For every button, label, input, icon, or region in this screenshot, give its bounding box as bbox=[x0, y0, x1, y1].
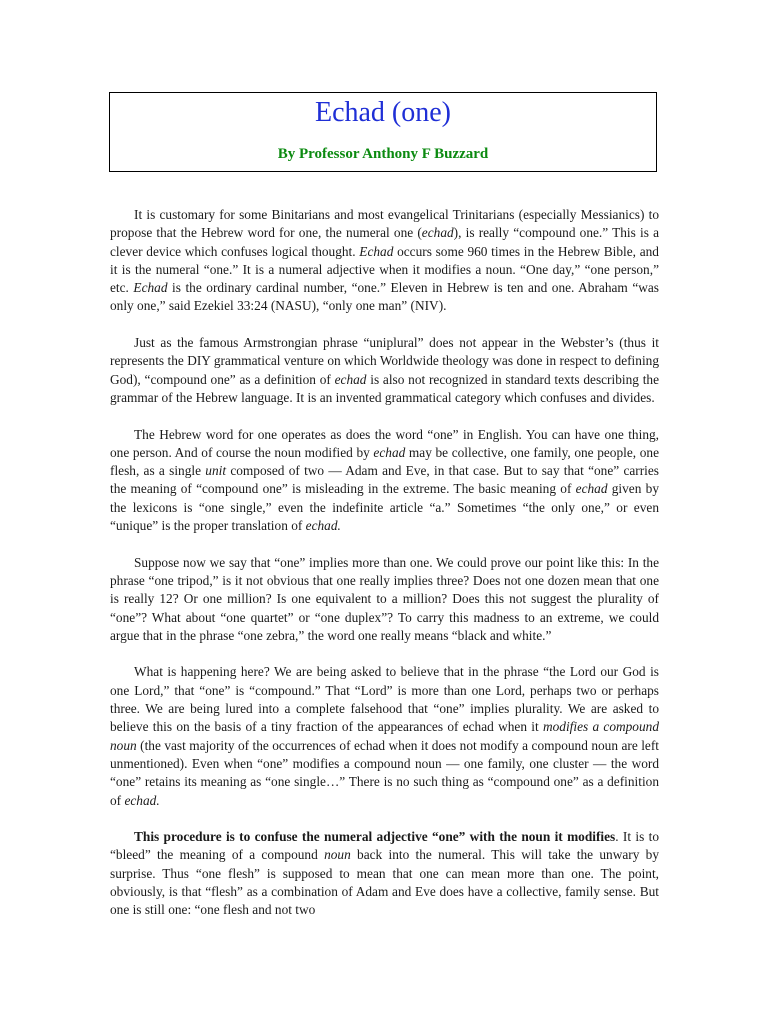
italic-text: echad. bbox=[305, 518, 341, 534]
paragraph-6 bbox=[110, 828, 659, 919]
text-run: (the vast majority of the occurrences of echad when it does not modify a compound noun are left unmentioned). Even when “one” modifies a compound noun — one family, one cluster — the word “one” retains its meaning as “one single…” There is no such thing as “compound one” as a definition of bbox=[110, 737, 659, 808]
text-run: is also not recognized in standard texts describing the grammar of the Hebrew language. It is an invented grammatical category which confuses and divides. bbox=[110, 371, 659, 405]
paragraph-3 bbox=[110, 426, 659, 536]
text-run: . It is to “bleed” the meaning of a compound bbox=[110, 829, 659, 863]
article-title: Echad (one) bbox=[314, 97, 452, 128]
italic-text: Echad bbox=[359, 243, 394, 259]
text-run: Suppose now we say that “one” implies more than one. We could prove our point like this: In the phrase “one tripod,” is it not obvious that one really implies three? Does not one dozen mean that one is really 12? Or one million? Is one equivalent to a million? Does this not suggest the plurality of “one”? What about “one quartet” or “one duplex”? To carry this madness to an extreme, we could argue that in the phrase “one zebra,” the word one really means “black and white.” bbox=[110, 554, 659, 643]
italic-text: echad bbox=[421, 225, 454, 241]
paragraph-2 bbox=[110, 334, 659, 407]
text-run: Just as the famous Armstrongian phrase “uniplural” does not appear in the Webster’s (thus it represents the DIY grammatical venture on which Worldwide theology was done in respect to defining God), “compound one” as a definition of bbox=[110, 335, 659, 387]
text-run: back into the numeral. This will take the unwary by surprise. Thus “one flesh” is supposed to mean that one can mean more than one. The point, obviously, is that “flesh” as a combination of Adam and Eve does have a collective, family sense. But one is still one: “one flesh and not two bbox=[110, 847, 659, 918]
italic-text: modifies a compound noun bbox=[110, 719, 659, 753]
bold-text: This procedure is to confuse the numeral adjective “one” with the noun it modifies bbox=[134, 829, 616, 845]
paragraph-4 bbox=[110, 554, 659, 645]
text-run: composed of two — Adam and Eve, in that case. But to say that “one” carries the meaning of “compound one” is misleading in the extreme. The basic meaning of bbox=[110, 463, 660, 497]
text-run: The Hebrew word for one operates as does the word “one” in English. You can have one thing, one person. And of course the noun modified by bbox=[110, 426, 659, 460]
paragraph-5 bbox=[110, 663, 659, 809]
italic-text: echad bbox=[334, 371, 367, 387]
text-run: is the ordinary cardinal number, “one.” Eleven in Hebrew is ten and one. Abraham “was only one,” said Ezekiel 33:24 (NASU), “only one man” (NIV). bbox=[110, 280, 659, 314]
italic-text: echad. bbox=[124, 792, 160, 808]
article-body bbox=[110, 206, 659, 938]
italic-text: echad bbox=[575, 481, 608, 497]
text-run: ), is really “compound one.” This is a clever device which confuses logical thought. bbox=[110, 225, 659, 259]
text-run: occurs some 960 times in the Hebrew Bible, and it is the numeral “one.” It is a numeral adjective when it modifies a noun. “One day,” “one person,” etc. bbox=[110, 243, 659, 296]
text-run: What is happening here? We are being asked to believe that in the phrase “the Lord our God is one Lord,” that “one” is “compound.” That “Lord” is more than one Lord, perhaps two or perhaps three. We are being lured into a complete falsehood that “one” implies plurality. We are asked to believe this on the basis of a tiny fraction of the appearances of echad when it bbox=[110, 664, 659, 735]
italic-text: noun bbox=[324, 847, 351, 863]
text-run: may be collective, one family, one people, one flesh, as a single bbox=[110, 444, 659, 479]
italic-text: unit bbox=[205, 463, 227, 479]
article-author: By Professor Anthony F Buzzard bbox=[277, 146, 489, 162]
italic-text: echad bbox=[373, 444, 406, 460]
title-box bbox=[109, 92, 657, 172]
text-run: given by the lexicons is “one single,” even the indefinite article “a.” Sometimes “the only one,” or even “unique” is the proper translation of bbox=[110, 481, 659, 534]
paragraph-1 bbox=[110, 206, 659, 316]
text-run: It is customary for some Binitarians and most evangelical Trinitarians (especially Messianics) to propose that the Hebrew word for one, the numeral one ( bbox=[110, 207, 659, 241]
italic-text: Echad bbox=[133, 280, 168, 296]
